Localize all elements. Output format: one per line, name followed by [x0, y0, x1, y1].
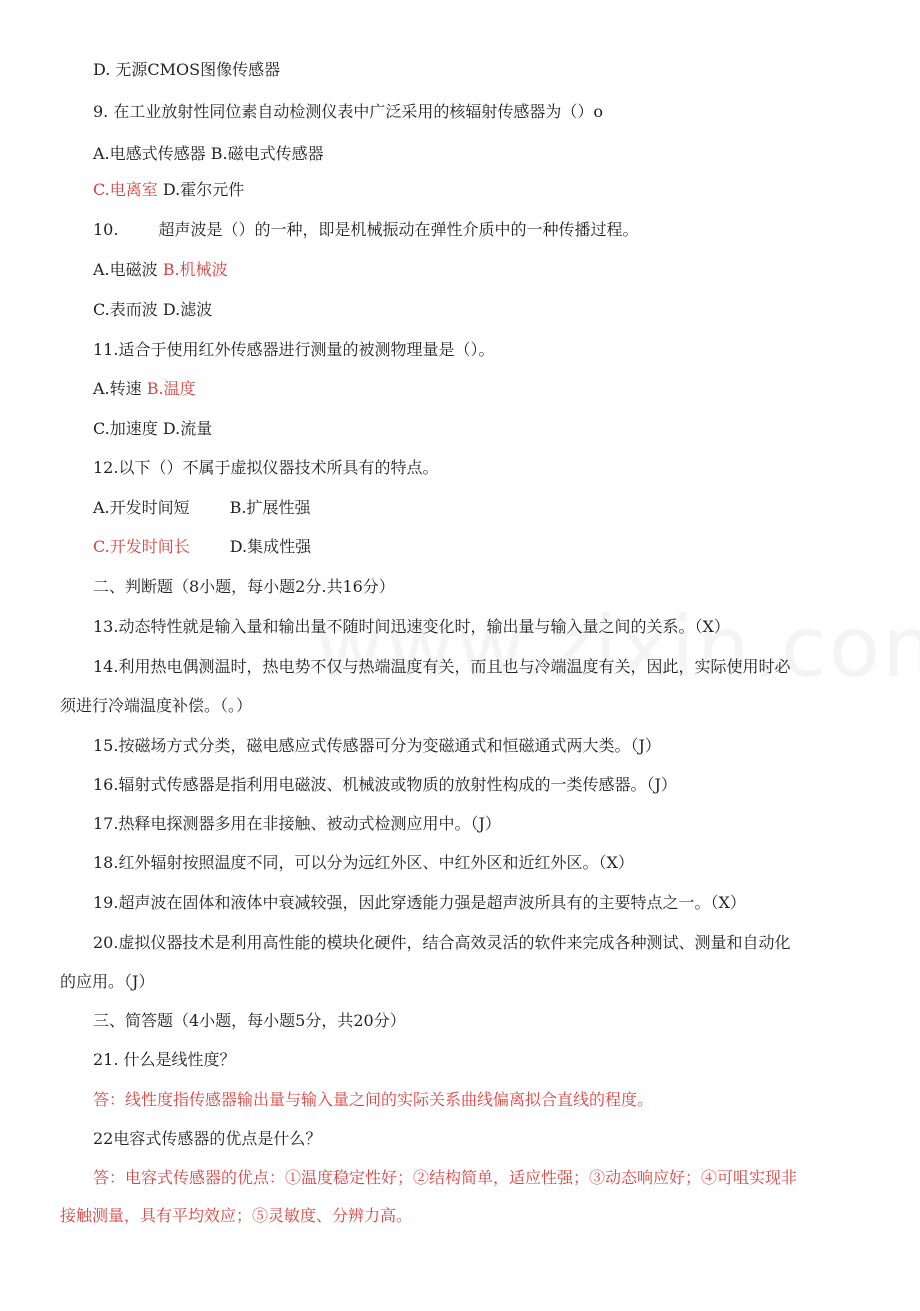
section-2-heading: 二、判断题（8小题，每小题2分.共16分）: [93, 577, 395, 596]
answer-9c: C.电离室: [93, 180, 158, 199]
option-8d: D. 无源CMOS图像传感器: [93, 60, 281, 79]
section-3-heading: 三、简答题（4小题，每小题5分，共20分）: [93, 1011, 406, 1030]
question-16: 16.辐射式传感器是指利用电磁波、机械波或物质的放射性构成的一类传感器。（J）: [93, 775, 677, 794]
options-12-ab: [93, 498, 311, 518]
options-10-cd: C.表而波 D.滤波: [93, 300, 213, 319]
answer-11b: B.温度: [146, 379, 196, 398]
question-9: 9. 在工业放射性同位素自动检测仪表中广泛采用的核辐射传感器为（）o: [93, 102, 603, 121]
question-19: 19.超声波在固体和液体中衰减较强，因此穿透能力强是超声波所具有的主要特点之一。（X）: [93, 893, 746, 912]
options-11-ab: [93, 379, 196, 399]
option-12b: B.扩展性强: [229, 498, 311, 517]
options-12-cd: [93, 537, 311, 557]
question-20-line1: 20.虚拟仪器技术是利用高性能的模块化硬件，结合高效灵活的软件来完成各种测试、测量和自动化: [93, 933, 791, 952]
question-10-text: 超声波是（）的一种，即是机械振动在弹性介质中的一种传播过程。: [158, 220, 639, 239]
question-10-number: 10.: [93, 220, 119, 239]
question-12: 12.以下（）不属于虚拟仪器技术所具有的特点。: [93, 458, 439, 477]
answer-22-line1: 答：电容式传感器的优点：①温度稳定性好；②结构简单，适应性强；③动态响应好；④可咀实现非: [93, 1168, 798, 1187]
answer-21: 答：线性度指传感器输出量与输入量之间的实际关系曲线偏离拟合直线的程度。: [93, 1090, 654, 1109]
answer-12c: C.开发时间长: [93, 537, 190, 556]
question-20-line2: 的应用。（J）: [60, 972, 155, 991]
option-11a: A.转速: [93, 379, 142, 398]
option-10a: A.电磁波: [93, 260, 158, 279]
options-9-cd: [93, 180, 244, 200]
question-14-line1: 14.利用热电偶测温时，热电势不仅与热端温度有关，而且也与冷端温度有关，因此，实际使用时必: [93, 657, 791, 676]
watermark: [315, 598, 920, 696]
question-18: 18.红外辐射按照温度不同，可以分为远红外区、中红外区和近红外区。（X）: [93, 853, 634, 872]
question-22: 22电容式传感器的优点是什么？: [93, 1129, 322, 1148]
question-15: 15.按磁场方式分类，磁电感应式传感器可分为变磁通式和恒磁通式两大类。（J）: [93, 736, 661, 755]
answer-22-line2: 接触测量，具有平均效应；⑤灵敏度、分辨力高。: [60, 1206, 413, 1225]
question-21: 21. 什么是线性度？: [93, 1050, 236, 1069]
option-9d: D.霍尔元件: [162, 180, 245, 199]
option-12a: A.开发时间短: [93, 498, 190, 517]
question-13: 13.动态特性就是输入量和输出量不随时间迅速变化时，输出量与输入量之间的关系。（X）: [93, 617, 730, 636]
answer-10b: B.机械波: [162, 260, 228, 279]
question-11: 11.适合于使用红外传感器进行测量的被测物理量是（）。: [93, 340, 495, 359]
question-17: 17.热释电探测器多用在非接触、被动式检测应用中。（J）: [93, 814, 501, 833]
options-9-ab: A.电感式传感器 B.磁电式传感器: [93, 144, 324, 163]
question-14-line2: 须进行冷端温度补偿。（。）: [60, 696, 253, 715]
question-10: [93, 220, 638, 240]
option-12d: D.集成性强: [229, 537, 312, 556]
options-10-ab: [93, 260, 228, 280]
options-11-cd: C.加速度 D.流量: [93, 419, 213, 438]
